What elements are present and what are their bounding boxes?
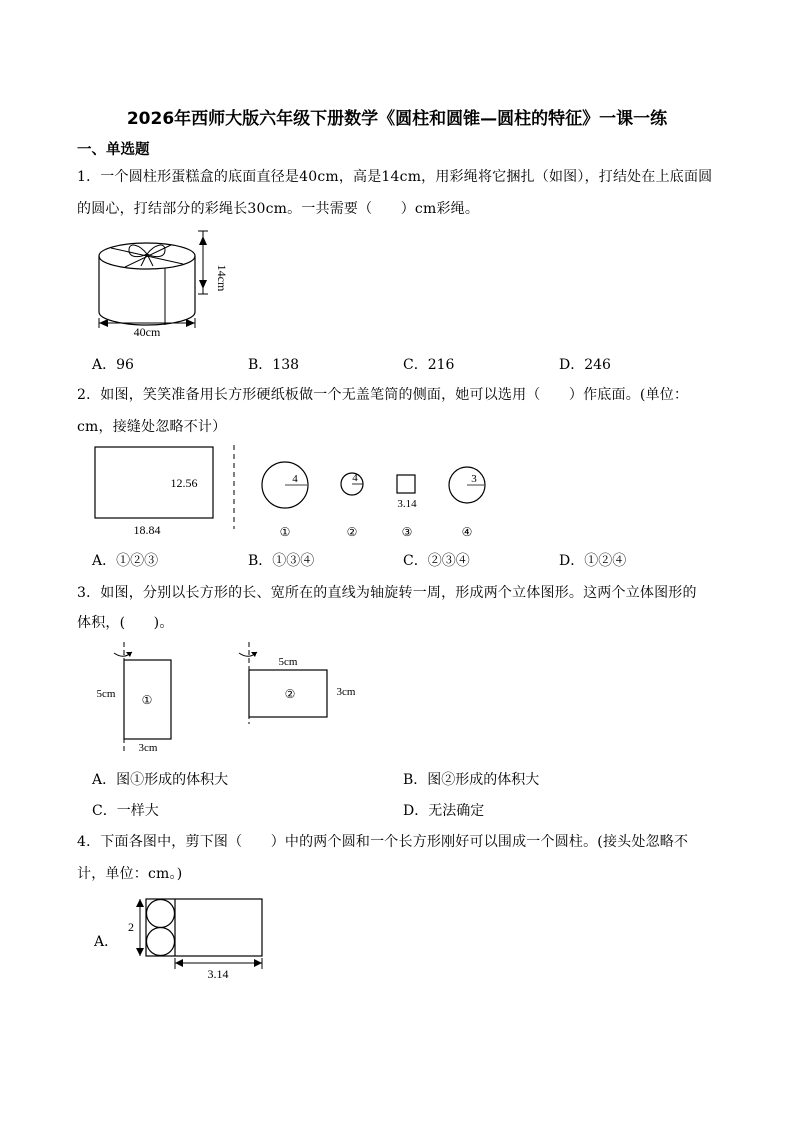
option-c[interactable]: C．216 — [403, 357, 455, 373]
shape-2-tag: ② — [346, 525, 358, 539]
rectangle-1-tag: ① — [141, 693, 153, 707]
net-circle-bottom — [147, 928, 175, 956]
question-2-line-2: cm，接缝处忽略不计） — [77, 419, 227, 435]
question-2-line-1: 2．如图，笑笑准备用长方形硬纸板做一个无盖笔筒的侧面，她可以选用（ ）作底面。(单位： — [77, 387, 689, 403]
option-a[interactable]: A．①②③ — [92, 553, 159, 569]
rectangle-2-tag: ② — [284, 687, 296, 701]
square-3-label: 3.14 — [397, 498, 417, 510]
option-d[interactable]: D．246 — [559, 357, 611, 373]
diameter-label: 40cm — [133, 325, 161, 339]
cylinder-side — [99, 256, 195, 325]
rectangle-2-height: 3cm — [336, 686, 356, 698]
question-4-line-1: 4．下面各图中，剪下图（ ）中的两个圆和一个长方形刚好可以围成一个圆柱。(接头处忽略不 — [77, 834, 689, 850]
net-figure-a — [120, 893, 270, 983]
rectangle-2-width: 5cm — [278, 656, 298, 668]
cake-box-figure — [85, 228, 245, 343]
rotation-figure — [90, 640, 370, 758]
bow-loop-left — [129, 245, 147, 257]
option-b[interactable]: B．图②形成的体积大 — [403, 772, 540, 788]
net-height-label: 2 — [128, 920, 134, 934]
question-4-line-2: 计，单位：cm。) — [77, 866, 183, 882]
rectangle-1-height: 5cm — [96, 688, 116, 700]
option-d[interactable]: D．无法确定 — [403, 803, 485, 819]
shape-4-tag: ④ — [461, 525, 473, 539]
section-heading: 一、单选题 — [77, 142, 150, 158]
option-a[interactable]: A．图①形成的体积大 — [92, 772, 229, 788]
rectangle-1-width: 3cm — [138, 742, 158, 754]
option-a[interactable]: A．96 — [92, 357, 134, 373]
question-1-line-2: 的圆心，打结部分的彩绳长30cm。一共需要（ ）cm彩绳。 — [77, 201, 480, 217]
circle-2-label: 4 — [352, 472, 358, 484]
question-3-line-2: 体积，( )。 — [77, 615, 174, 631]
question-3-line-1: 3．如图，分别以长方形的长、宽所在的直线为轴旋转一周，形成两个立体图形。这两个立体图形的 — [77, 585, 697, 601]
paper-and-bases-figure — [90, 443, 500, 543]
question-1-line-1: 1．一个圆柱形蛋糕盒的底面直径是40cm，高是14cm，用彩绳将它捆扎（如图），打结处在上底面圆 — [77, 169, 713, 185]
rect-width-label: 18.84 — [133, 523, 161, 537]
circle-4-label: 3 — [471, 473, 477, 485]
option-c[interactable]: C．②③④ — [403, 553, 470, 569]
shape-3-tag: ③ — [401, 525, 413, 539]
bow-loop-right — [147, 245, 165, 257]
option-d[interactable]: D．①②④ — [559, 553, 627, 569]
circle-1-label: 4 — [292, 473, 298, 485]
net-circle-top — [147, 900, 175, 928]
page-title: 2026年西师大版六年级下册数学《圆柱和圆锥—圆柱的特征》一课一练 — [126, 109, 668, 129]
net-width-label: 3.14 — [207, 967, 229, 981]
option-c[interactable]: C．一样大 — [92, 803, 159, 819]
option-a-label[interactable]: A． — [94, 934, 119, 950]
height-label: 14cm — [215, 264, 229, 292]
rect-height-label: 12.56 — [170, 476, 198, 490]
shape-1-tag: ① — [279, 525, 291, 539]
option-b[interactable]: B．①③④ — [248, 553, 315, 569]
option-b[interactable]: B．138 — [248, 357, 300, 373]
square-3 — [397, 475, 415, 493]
